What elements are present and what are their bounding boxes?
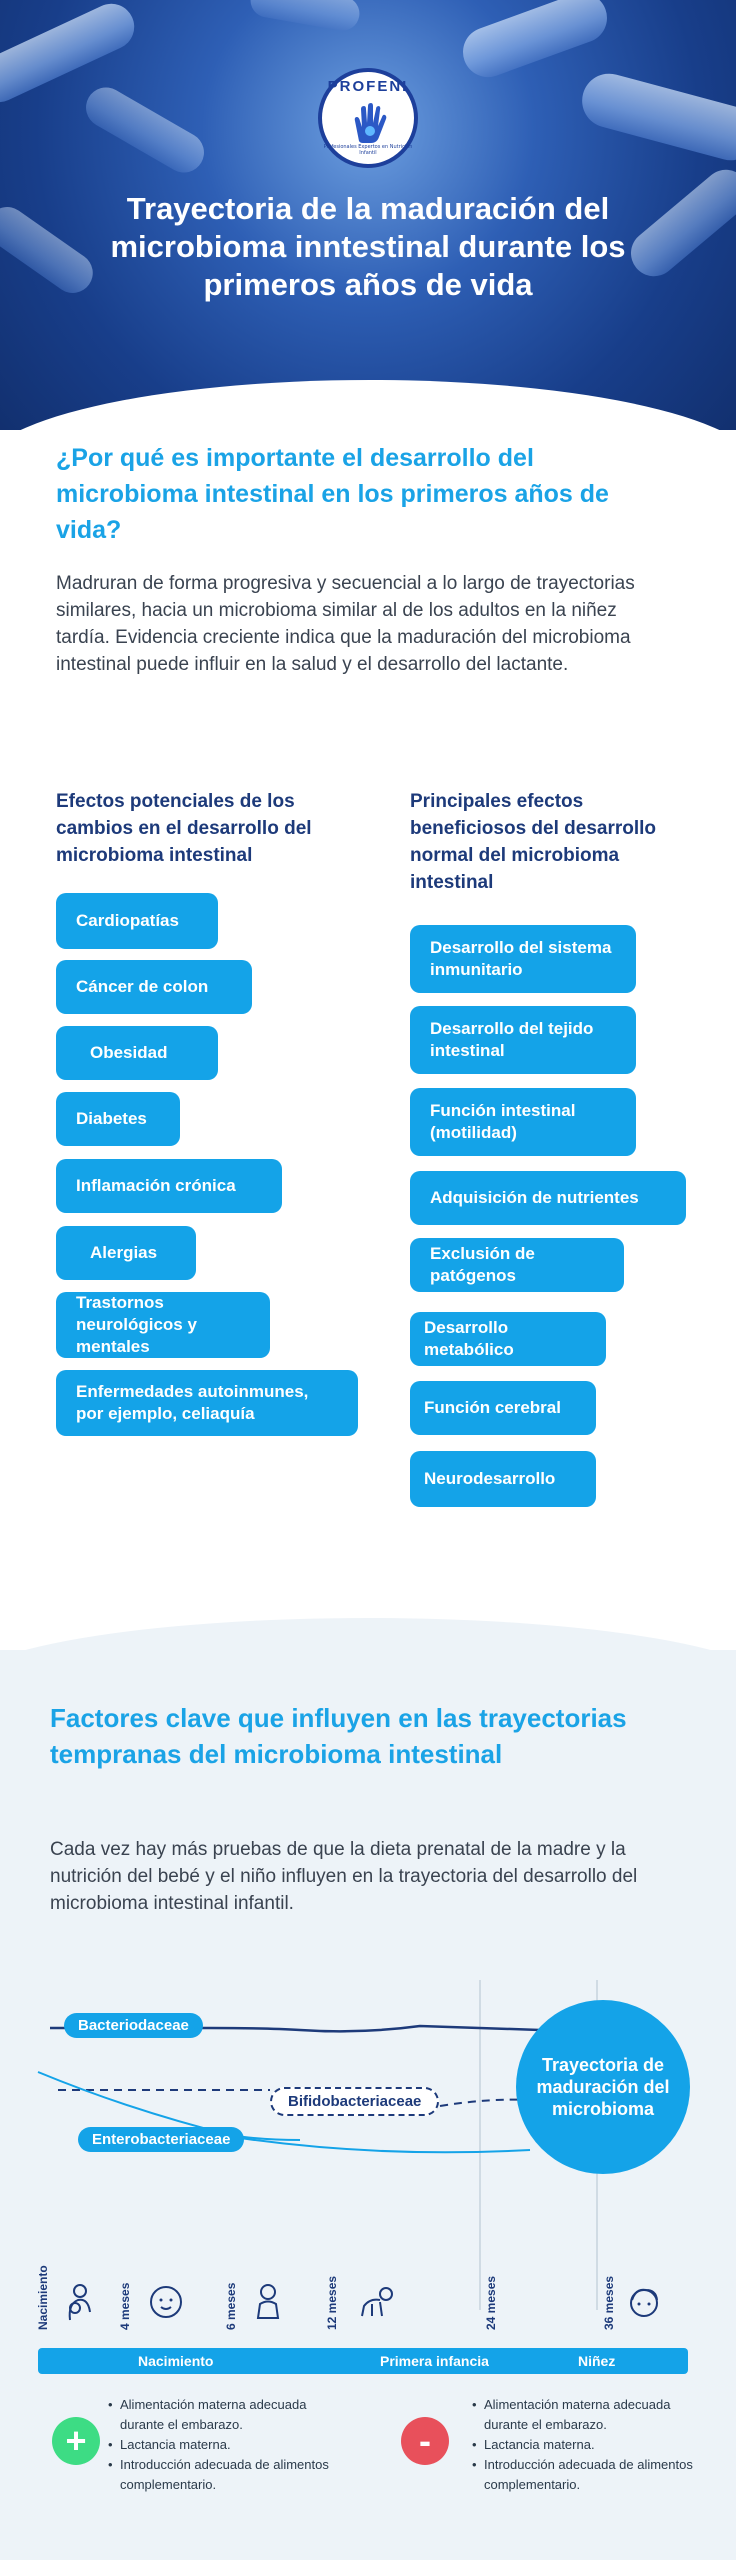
age-label: 6 meses <box>224 2282 238 2330</box>
age-label: 12 meses <box>325 2275 339 2330</box>
crawling-baby-icon <box>356 2282 396 2322</box>
benefit-pill: Desarrollo del sistema inmunitario <box>410 925 636 993</box>
effect-pill: Obesidad <box>56 1026 218 1080</box>
list-item: • Lactancia materna. <box>108 2435 338 2455</box>
hero-wave <box>0 380 736 430</box>
page-title: Trayectoria de la maduración del microbioma inntestinal durante los primeros años de vida <box>110 191 626 302</box>
age-label: 4 meses <box>118 2282 132 2330</box>
trajectory-circle: Trayectoria de maduración del microbioma <box>516 2000 690 2174</box>
benefit-pill: Adquisición de nutrientes <box>410 1171 686 1225</box>
section-intro: Madruran de forma progresiva y secuencial a lo largo de trayectorias similares, hacia un microbioma similar al de los adultos en la niñez tardía. Evidencia creciente indica que la maduración del microbioma intestinal puede influir en la salud y el desarrollo del lactante. <box>56 573 635 675</box>
baby-sitting-icon <box>248 2282 288 2322</box>
effect-pill: Enfermedades autoinmunes, por ejemplo, celiaquía <box>56 1370 358 1436</box>
bacteriodaceae-label: Bacteriodaceae <box>64 2013 203 2038</box>
list-item: • Alimentación materna adecuada durante el embarazo. <box>472 2395 702 2435</box>
profeni-logo <box>318 68 418 168</box>
benefit-pill: Desarrollo del tejido intestinal <box>410 1006 636 1074</box>
plus-icon: + <box>52 2417 100 2465</box>
right-column-title: Principales efectos beneficiosos del desarrollo normal del microbioma intestinal <box>410 791 657 893</box>
effect-pill: Trastornos neurológicos y mentales <box>56 1292 270 1358</box>
logo-name: PROFENI <box>327 78 409 95</box>
list-item: • Introducción adecuada de alimentos complementario. <box>108 2455 338 2495</box>
age-label: 36 meses <box>602 2275 616 2330</box>
list-item: • Introducción adecuada de alimentos complementario. <box>472 2455 702 2495</box>
effect-pill: Cáncer de colon <box>56 960 252 1014</box>
positive-factors-list <box>108 2395 338 2495</box>
effect-pill: Diabetes <box>56 1092 180 1146</box>
benefit-pill: Función intestinal (motilidad) <box>410 1088 636 1156</box>
bacteria-illustration <box>456 0 614 84</box>
effect-pill: Inflamación crónica <box>56 1159 282 1213</box>
factors-title: Factores clave que influyen en las trayectorias tempranas del microbioma intestinal <box>50 1703 627 1769</box>
bacteria-illustration <box>79 80 212 180</box>
effect-pill: Alergias <box>56 1226 196 1280</box>
section-question: ¿Por qué es importante el desarrollo del microbioma intestinal en los primeros años de vida? <box>56 444 609 544</box>
benefit-pill: Desarrollo metabólico <box>410 1312 606 1366</box>
benefit-pill: Exclusión de patógenos <box>410 1238 624 1292</box>
list-item: • Lactancia materna. <box>472 2435 702 2455</box>
benefit-pill: Neurodesarrollo <box>410 1451 596 1507</box>
left-column-title: Efectos potenciales de los cambios en el desarrollo del microbioma intestinal <box>56 791 312 866</box>
age-label: 24 meses <box>484 2275 498 2330</box>
effect-pill: Cardiopatías <box>56 893 218 949</box>
age-label: Nacimiento <box>36 2265 50 2330</box>
bifidobacteriaceae-label: Bifidobacteriaceae <box>270 2087 439 2116</box>
baby-face-icon <box>146 2282 186 2322</box>
list-item: • Alimentación materna adecuada durante el embarazo. <box>108 2395 338 2435</box>
timeline-label-birth: Nacimiento <box>138 2353 214 2369</box>
benefit-pill: Función cerebral <box>410 1381 596 1435</box>
mother-baby-icon <box>58 2282 98 2322</box>
logo-subtitle: Profesionales Expertos en Nutrición Infantil <box>323 144 413 156</box>
minus-icon: - <box>401 2417 449 2465</box>
timeline-label-childhood: Niñez <box>578 2353 616 2369</box>
negative-factors-list <box>472 2395 702 2495</box>
hand-icon <box>345 101 391 147</box>
bacteria-illustration <box>248 0 362 33</box>
factors-body: Cada vez hay más pruebas de que la dieta prenatal de la madre y la nutrición del bebé y el niño influyen en la trayectoria del desarrollo del microbioma intestinal infantil. <box>50 1839 638 1914</box>
child-face-icon <box>624 2282 664 2322</box>
timeline-label-early-childhood: Primera infancia <box>380 2353 489 2369</box>
bacteria-illustration <box>576 68 736 167</box>
hero-banner <box>0 0 736 430</box>
enterobacteriaceae-label: Enterobacteriaceae <box>78 2127 244 2152</box>
